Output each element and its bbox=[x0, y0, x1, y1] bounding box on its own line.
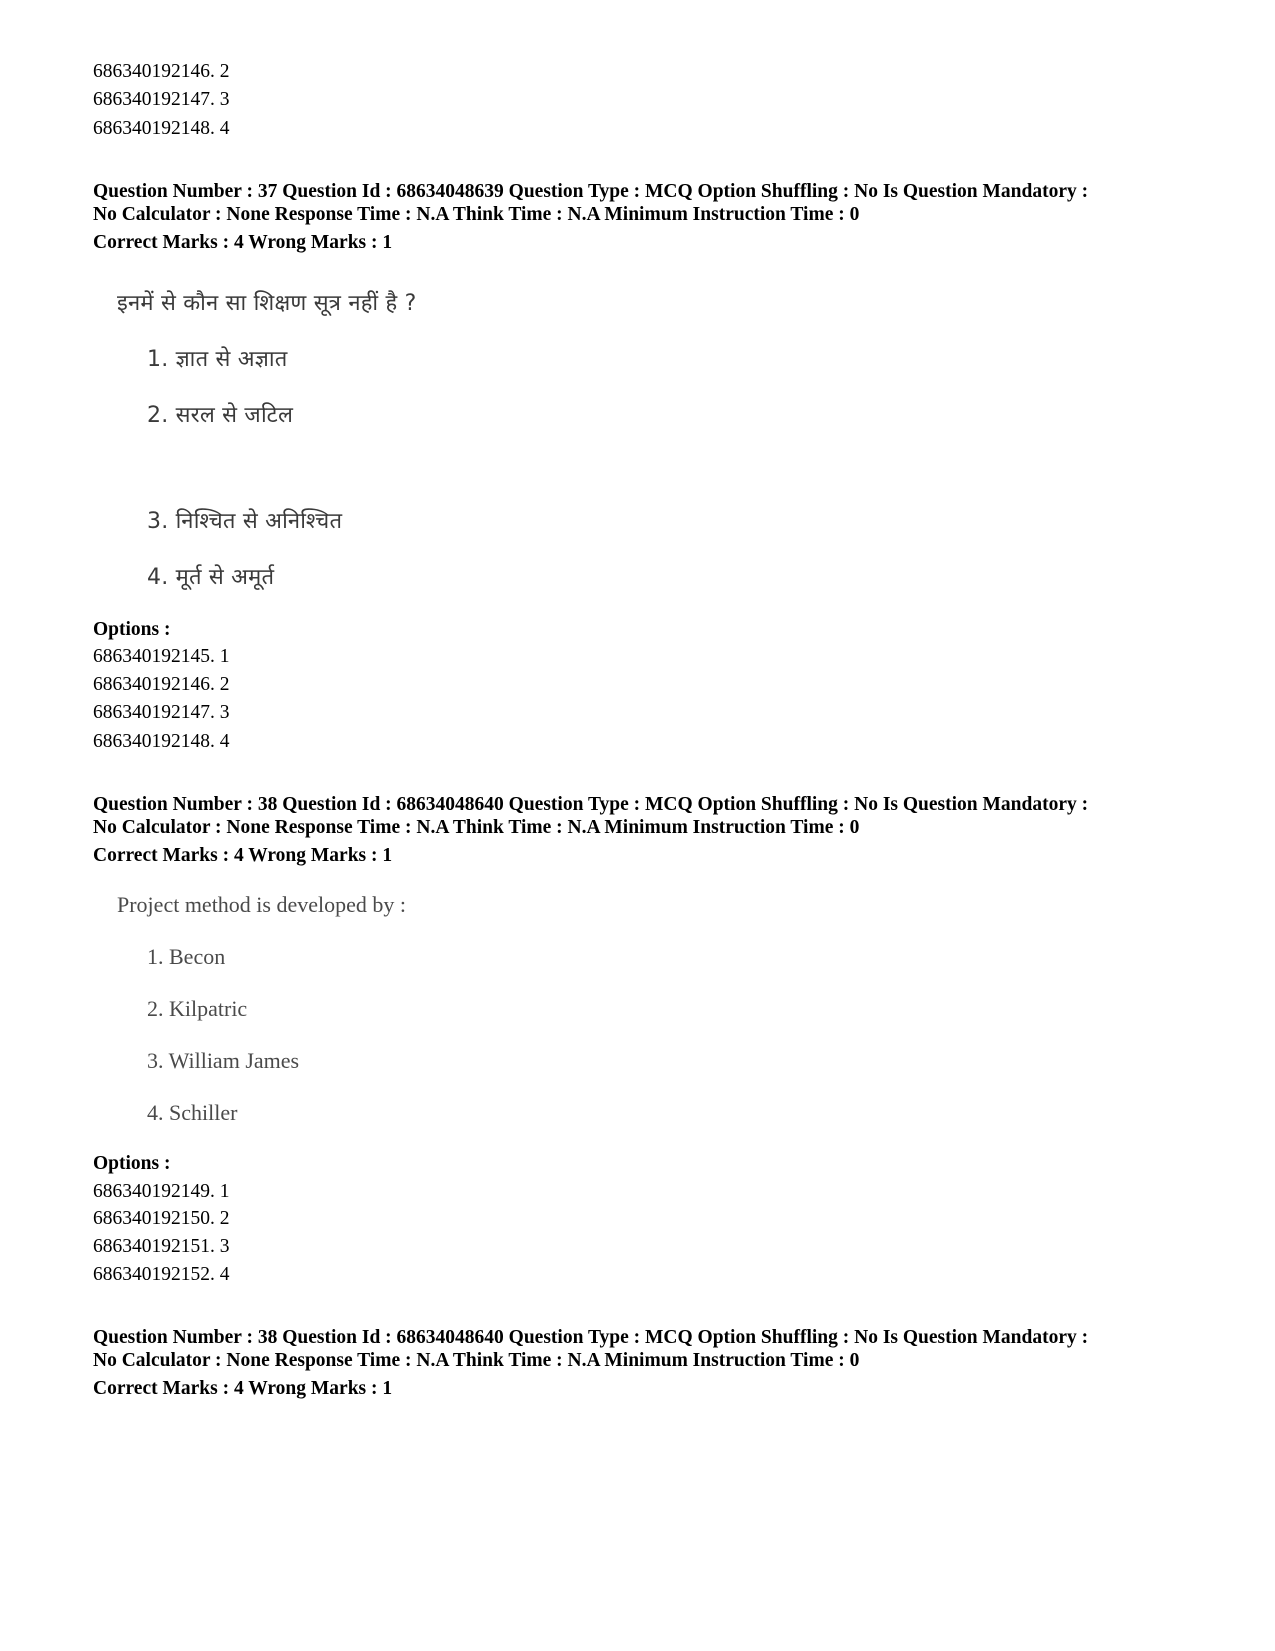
choice-item: 1. ज्ञात से अज्ञात bbox=[147, 347, 288, 372]
option-line: 686340192147. 3 bbox=[93, 702, 230, 723]
question-text: Project method is developed by : bbox=[117, 892, 406, 917]
choice-item: 3. William James bbox=[147, 1048, 300, 1073]
option-line: 686340192146. 2 bbox=[93, 674, 230, 695]
option-line: 686340192150. 2 bbox=[93, 1208, 230, 1229]
choice-item: 2. Kilpatric bbox=[147, 996, 248, 1021]
choice-item: 1. Becon bbox=[147, 944, 226, 969]
option-line: 686340192149. 1 bbox=[93, 1181, 230, 1202]
question-marks: Correct Marks : 4 Wrong Marks : 1 bbox=[93, 232, 393, 253]
option-line: 686340192148. 4 bbox=[93, 731, 230, 752]
options-label: Options : bbox=[93, 1153, 171, 1174]
question-header-line2: No Calculator : None Response Time : N.A Think Time : N.A Minimum Instruction Time : 0 bbox=[93, 817, 860, 838]
choice-item: 3. निश्चित से अनिश्चित bbox=[147, 509, 343, 534]
question-header-line2: No Calculator : None Response Time : N.A Think Time : N.A Minimum Instruction Time : 0 bbox=[93, 204, 860, 225]
option-line: 686340192148. 4 bbox=[93, 118, 230, 139]
option-line: 686340192152. 4 bbox=[93, 1264, 230, 1285]
option-line: 686340192151. 3 bbox=[93, 1236, 230, 1257]
option-line: 686340192146. 2 bbox=[93, 61, 230, 82]
option-line: 686340192147. 3 bbox=[93, 89, 230, 110]
choice-item: 2. सरल से जटिल bbox=[147, 403, 294, 428]
question-text: इनमें से कौन सा शिक्षण सूत्र नहीं है ? bbox=[117, 291, 417, 316]
options-label: Options : bbox=[93, 619, 171, 640]
question-header-line1: Question Number : 38 Question Id : 68634048640 Question Type : MCQ Option Shuffling : No Is Question Mandatory : bbox=[93, 1327, 1089, 1348]
question-marks: Correct Marks : 4 Wrong Marks : 1 bbox=[93, 845, 393, 866]
question-header-line1: Question Number : 37 Question Id : 68634048639 Question Type : MCQ Option Shuffling : No Is Question Mandatory : bbox=[93, 181, 1089, 202]
choice-item: 4. Schiller bbox=[147, 1100, 238, 1125]
question-marks: Correct Marks : 4 Wrong Marks : 1 bbox=[93, 1378, 393, 1399]
option-line: 686340192145. 1 bbox=[93, 646, 230, 667]
question-header-line1: Question Number : 38 Question Id : 68634048640 Question Type : MCQ Option Shuffling : No Is Question Mandatory : bbox=[93, 794, 1089, 815]
question-header-line2: No Calculator : None Response Time : N.A Think Time : N.A Minimum Instruction Time : 0 bbox=[93, 1350, 860, 1371]
choice-item: 4. मूर्त से अमूर्त bbox=[147, 565, 275, 590]
